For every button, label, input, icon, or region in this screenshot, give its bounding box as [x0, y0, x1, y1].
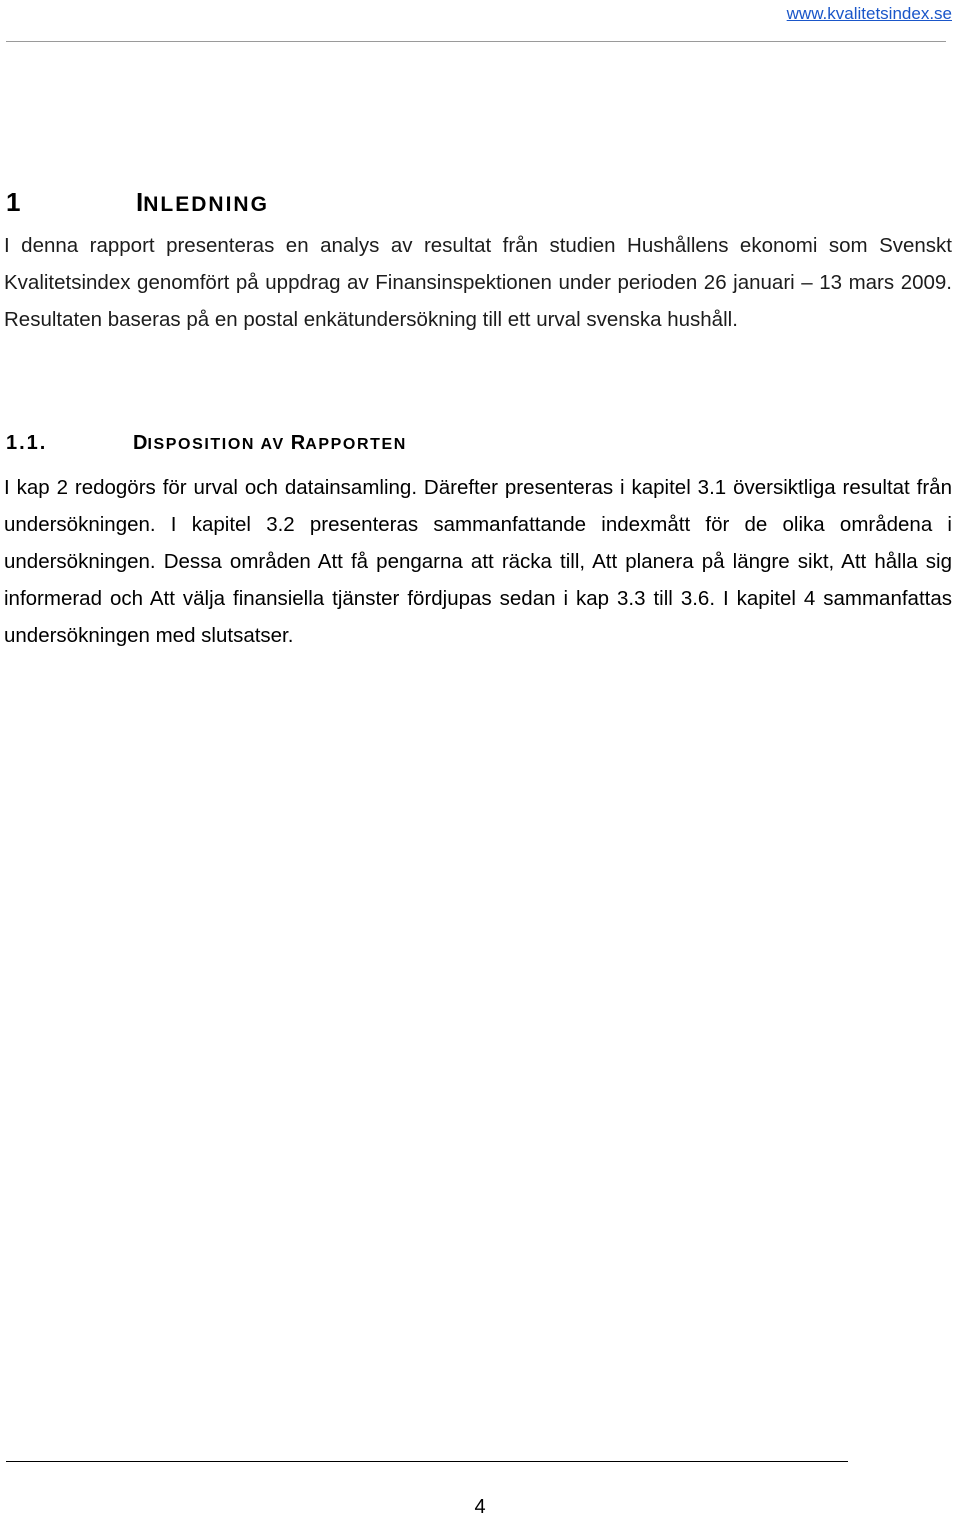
subsection-title-initial-r: R — [290, 432, 306, 454]
subsection-heading-disposition — [6, 432, 407, 455]
disposition-paragraph: I kap 2 redogörs för urval och datainsamling. Därefter presenteras i kapitel 3.1 översiktliga resultat från undersökningen. I kapitel 3.2 presenteras sammanfattande indexmått för de olika områdena i undersökningen. Dessa områden Att få pengarna att räcka till, Att planera på längre sikt, Att hålla sig informerad och Att välja finansiella tjänster fördjupas sedan i kap 3.3 till 3.6. I kapitel 4 sammanfattas undersökningen med slutsatser. — [4, 476, 952, 647]
section-heading-inledning — [6, 187, 269, 218]
header-divider — [6, 41, 946, 42]
intro-paragraph: I denna rapport presenteras en analys av resultat från studien Hushållens ekonomi som Svenskt Kvalitetsindex genomfört på uppdrag av Finansinspektionen under perioden 26 januari – 13 mars 2009. Resultaten baseras på en postal enkätundersökning till ett urval svenska hushåll. — [4, 234, 952, 331]
section-title-initial: I — [136, 187, 144, 217]
section-number: 1 — [6, 187, 21, 217]
subsection-number: 1.1. — [6, 432, 48, 454]
subsection-title-part-1: ISPOSITION AV — [147, 436, 291, 453]
subsection-title-initial-d: D — [133, 432, 148, 454]
header-website-link[interactable]: www.kvalitetsindex.se — [786, 4, 952, 23]
subsection-title-part-2: APPORTEN — [305, 436, 407, 453]
page-number: 4 — [474, 1496, 486, 1518]
footnote-divider — [6, 1461, 848, 1462]
section-title-rest: NLEDNING — [143, 193, 269, 216]
